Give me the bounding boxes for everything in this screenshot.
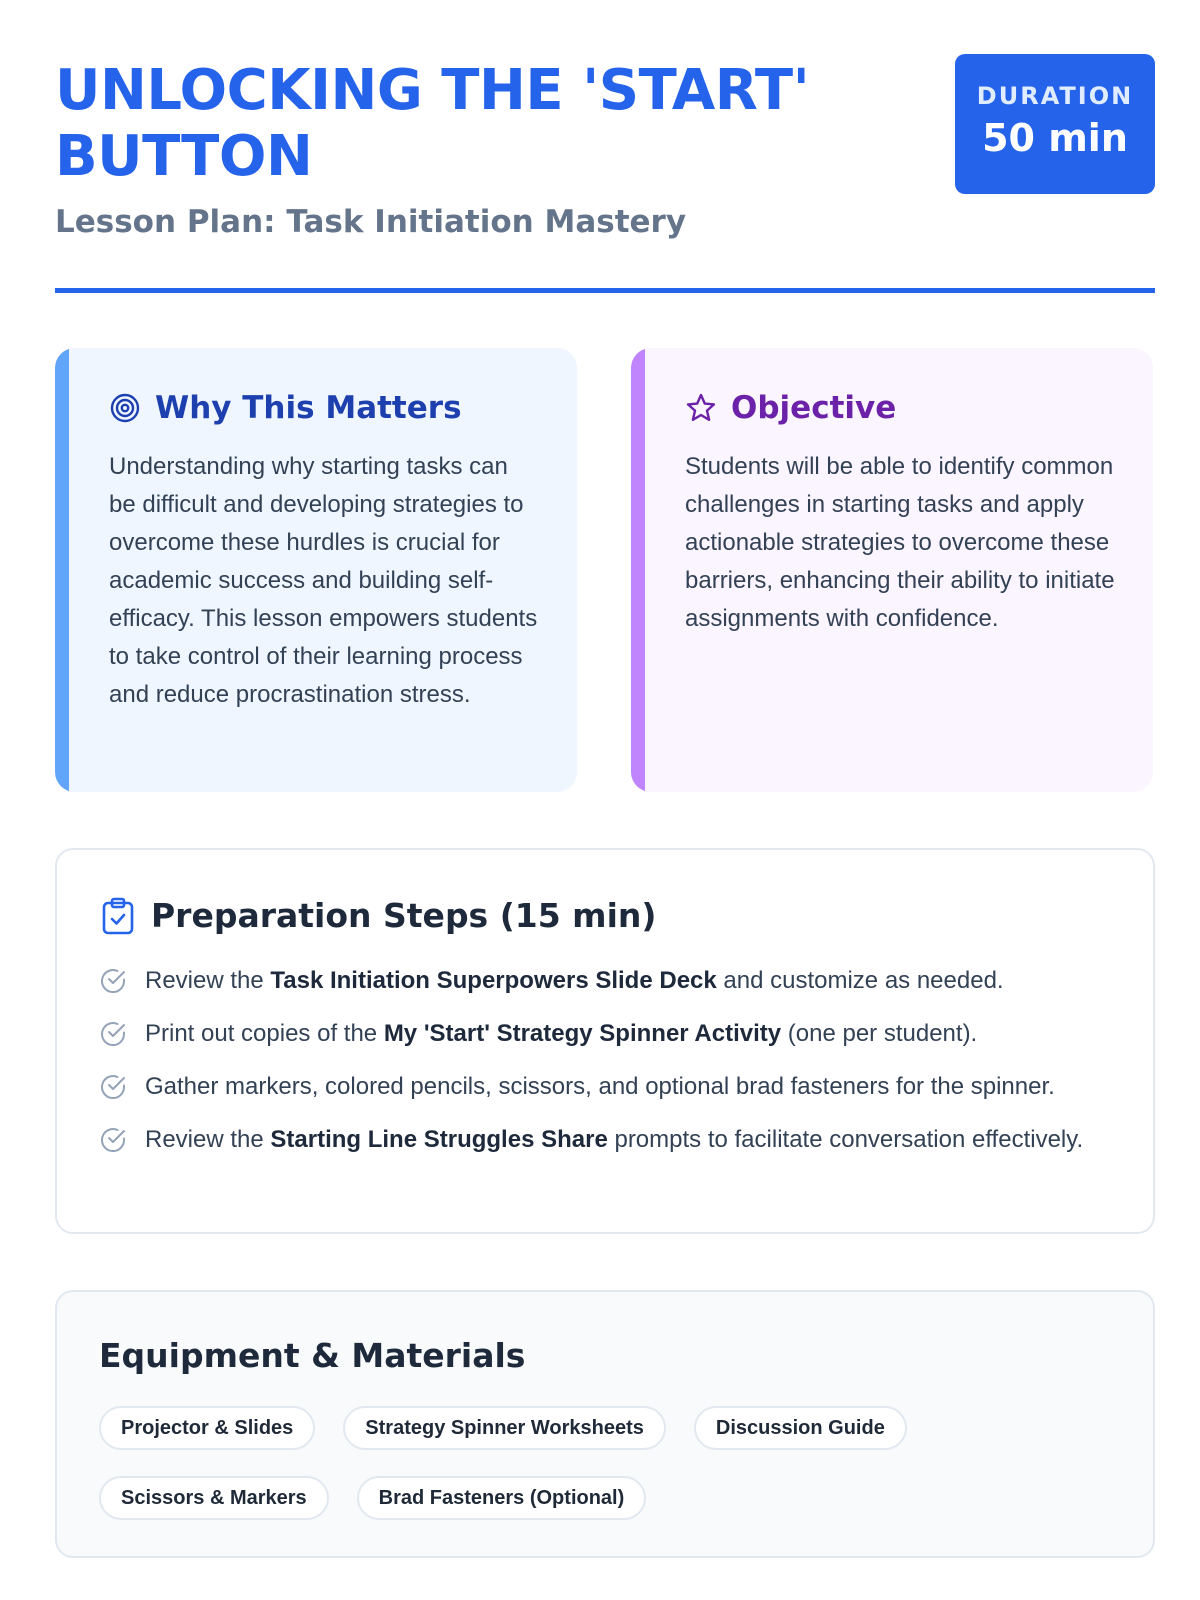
duration-value: 50 min: [982, 116, 1128, 160]
equipment-tags: [99, 1406, 1119, 1520]
page-subtitle: Lesson Plan: Task Initiation Mastery: [55, 204, 687, 240]
lesson-plan-page: [55, 0, 1155, 1600]
list-item: [99, 964, 1119, 997]
step-text: [145, 1070, 1055, 1103]
step-text-part: Review the: [145, 1126, 271, 1153]
card-body: Understanding why starting tasks can be difficult and developing strategies to overcome these hurdles is crucial for academic success and building self-efficacy. This lesson empowers students to take control of their learning process and reduce procrastination stress.: [109, 453, 538, 708]
equipment-tag: Projector & Slides: [99, 1406, 315, 1450]
step-highlight: Starting Line Struggles Share: [270, 1126, 608, 1153]
section-title: Preparation Steps (15 min): [151, 896, 657, 935]
list-item: [99, 1017, 1119, 1050]
card-title: Why This Matters: [155, 390, 462, 426]
check-circle-icon: [99, 967, 127, 995]
check-circle-icon: [99, 1073, 127, 1101]
step-text: [145, 964, 1004, 997]
equipment-tag: Scissors & Markers: [99, 1476, 329, 1520]
step-text-part: and customize as needed.: [716, 967, 1004, 994]
step-text: [145, 1017, 977, 1050]
preparation-section: [55, 848, 1155, 1234]
list-item: [99, 1070, 1119, 1103]
step-text: [145, 1123, 1083, 1156]
step-text-part: prompts to facilitate conversation effectively.: [607, 1126, 1084, 1153]
clipboard-check-icon: [101, 897, 135, 935]
equipment-tag: Discussion Guide: [694, 1406, 907, 1450]
why-this-matters-card: [55, 348, 577, 792]
equipment-section: [55, 1290, 1155, 1558]
list-item: [99, 1123, 1119, 1156]
card-header: [109, 390, 462, 426]
header: [55, 58, 1155, 248]
equipment-tag: Brad Fasteners (Optional): [357, 1476, 647, 1520]
step-highlight: My 'Start' Strategy Spinner Activity: [383, 1020, 782, 1047]
equipment-tag: Strategy Spinner Worksheets: [343, 1406, 666, 1450]
check-circle-icon: [99, 1020, 127, 1048]
star-icon: [685, 392, 717, 424]
step-highlight: Task Initiation Superpowers Slide Deck: [270, 967, 717, 994]
card-body: Students will be able to identify common challenges in starting tasks and apply actionable strategies to overcome these barriers, enhancing their ability to initiate assignments with confidence.: [685, 453, 1115, 632]
section-title: Equipment & Materials: [99, 1336, 526, 1375]
objective-card: [631, 348, 1153, 792]
step-text-part: Review the: [145, 967, 271, 994]
duration-label: DURATION: [976, 82, 1134, 110]
duration-badge: [955, 54, 1155, 194]
header-divider: [55, 288, 1155, 293]
preparation-steps-list: [99, 964, 1119, 1176]
check-circle-icon: [99, 1126, 127, 1154]
step-text-part: (one per student).: [781, 1020, 978, 1047]
section-header: [101, 896, 656, 935]
target-icon: [109, 392, 141, 424]
card-accent-bar: [631, 348, 645, 792]
card-title: Objective: [731, 390, 897, 426]
page-title: UNLOCKING THE 'START' BUTTON: [55, 58, 810, 189]
card-accent-bar: [55, 348, 69, 792]
step-text-part: Print out copies of the: [145, 1020, 384, 1047]
step-text-part: Gather markers, colored pencils, scissors, and optional brad fasteners for the spinner.: [145, 1073, 1055, 1100]
card-header: [685, 390, 896, 426]
